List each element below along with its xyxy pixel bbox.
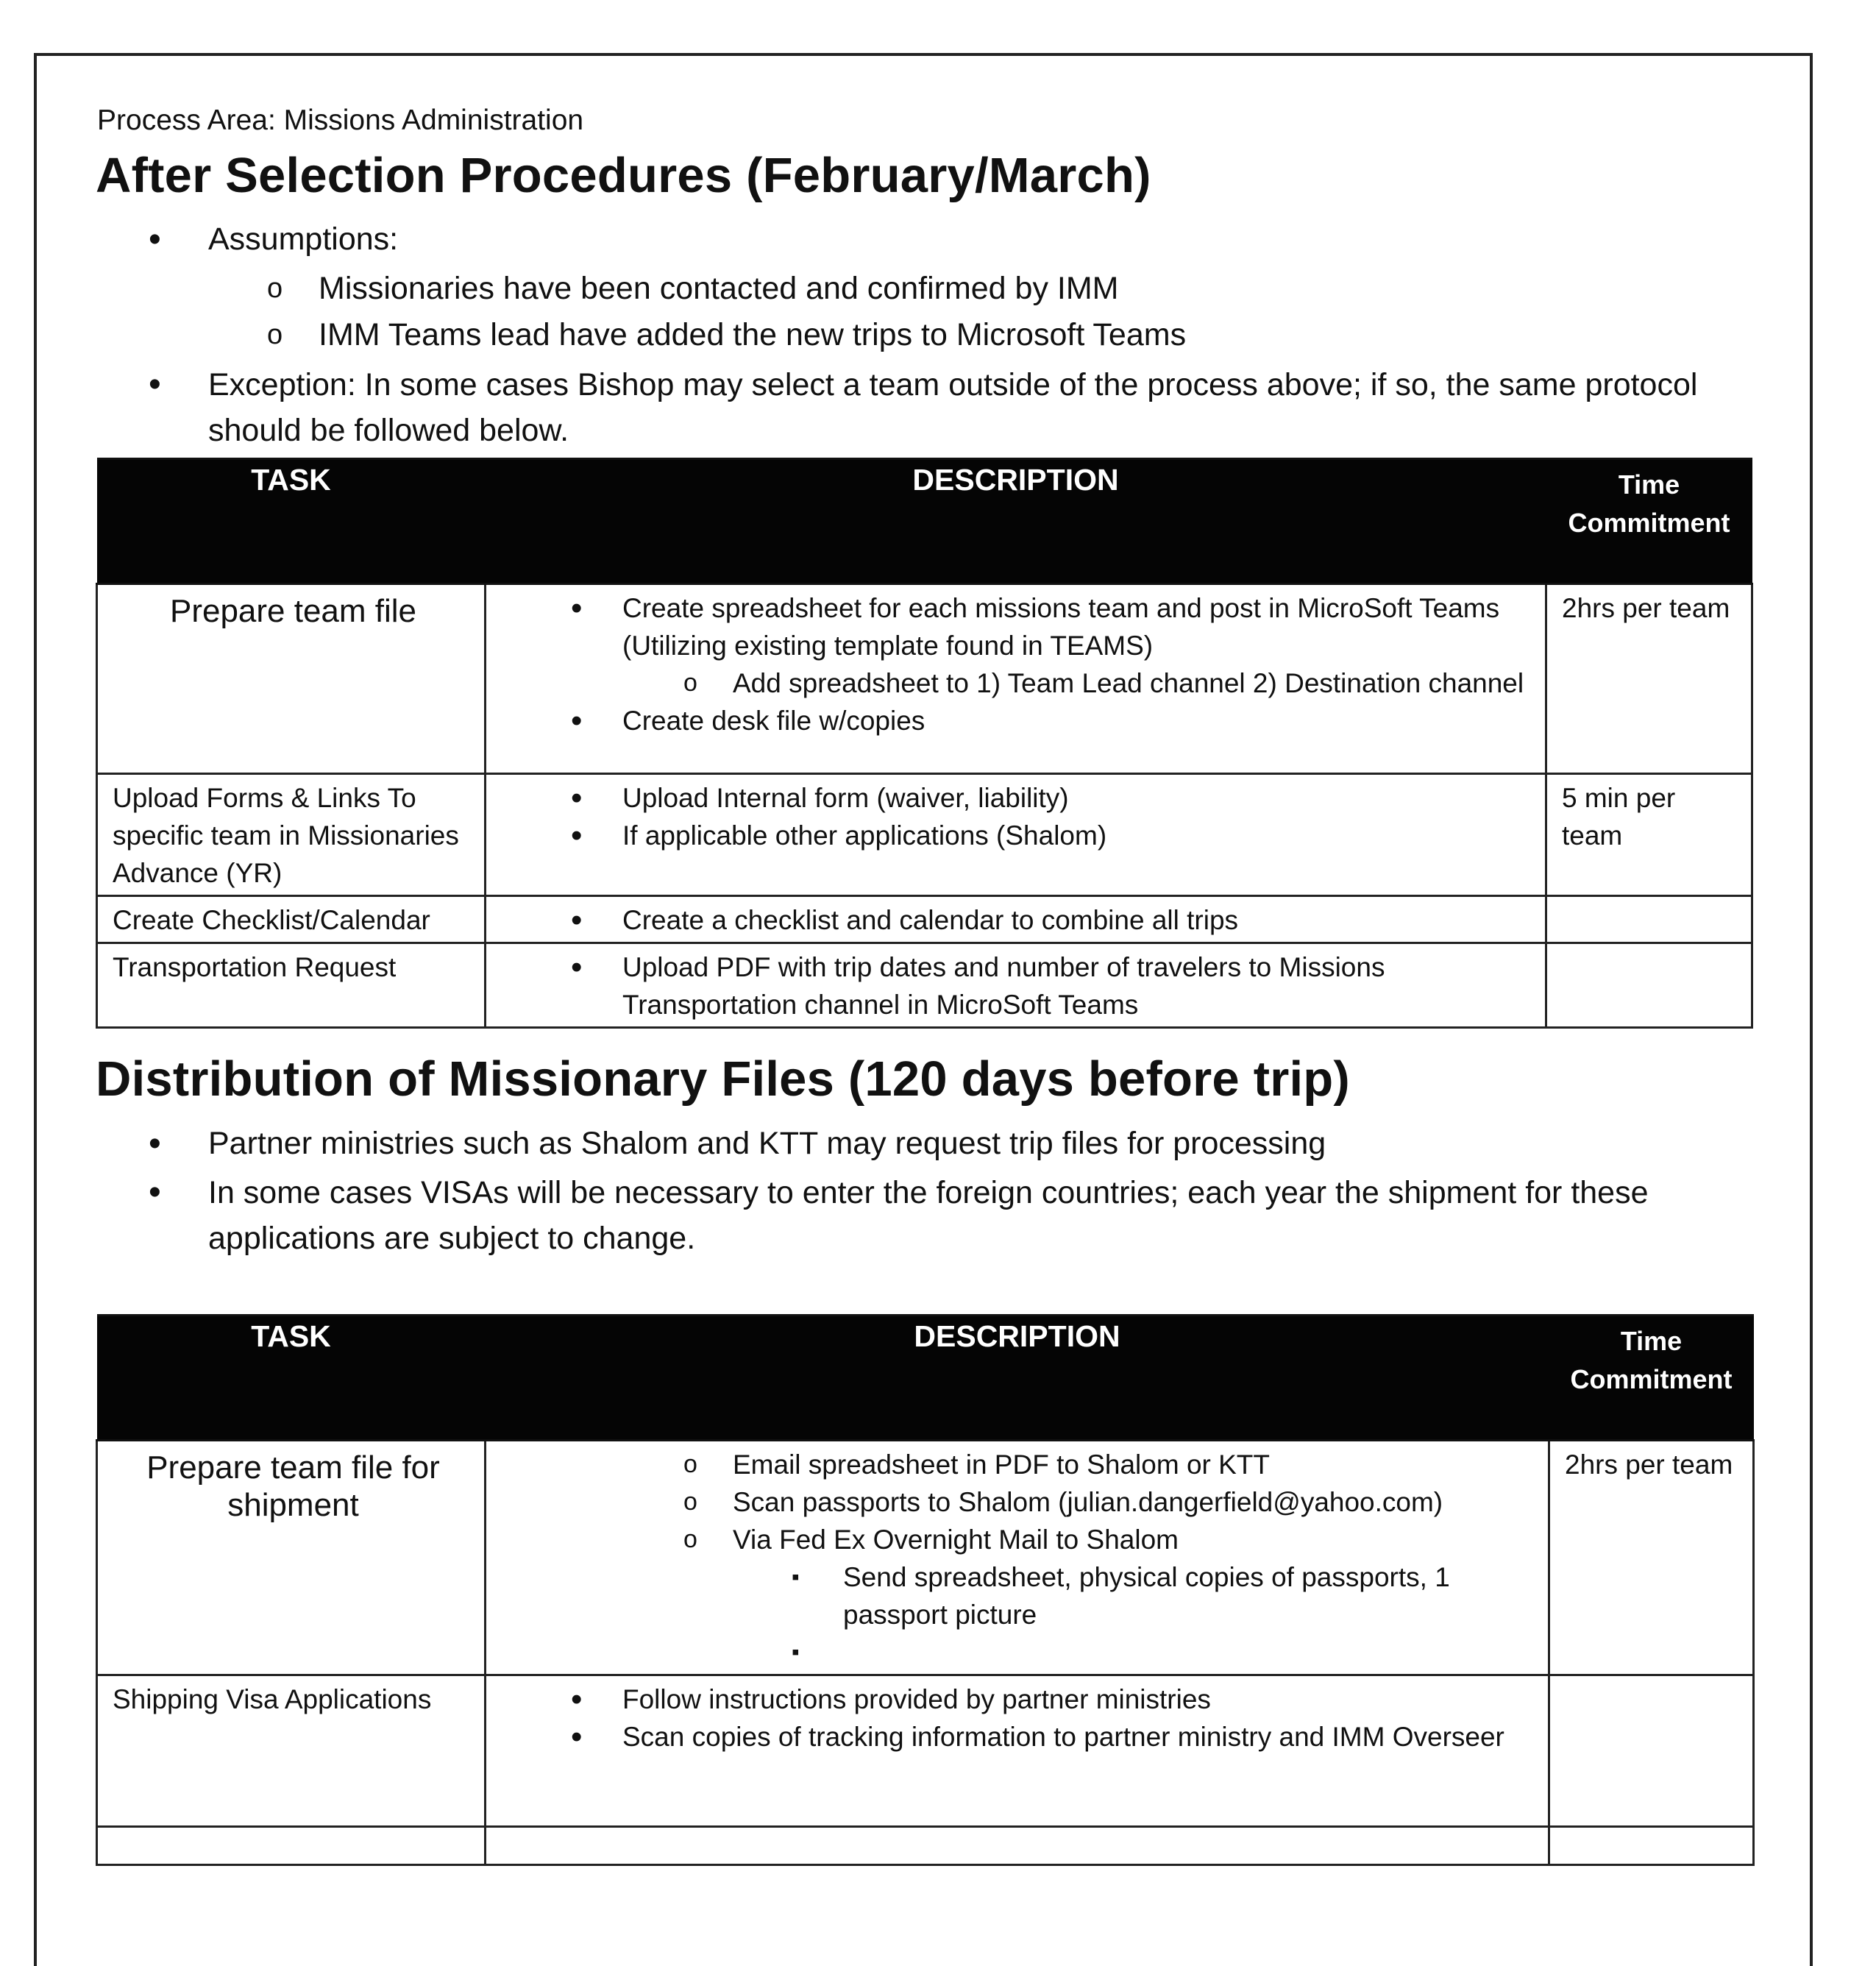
after-selection-table [96,458,1753,1029]
bullet-exception: • Exception: In some cases Bishop may select a team outside of the process above; if so, the same protocol should be followed below. [96,362,1773,453]
time-cell: 2hrs per team [1546,584,1752,774]
description-bullet: • Follow instructions provided by partner ministries [501,1681,1538,1718]
description-sub-bullet: o Via Fed Ex Overnight Mail to Shalom [501,1521,1538,1558]
time-cell [1549,1675,1754,1827]
distribution-bullets [96,1121,1773,1261]
section-title-distribution: Distribution of Missionary Files (120 days before trip) [96,1051,1350,1107]
description-bullet: • Scan copies of tracking information to partner ministry and IMM Overseer [501,1718,1538,1756]
task-cell: Create Checklist/Calendar [97,896,486,943]
description-cell [486,774,1546,896]
section-title-after-selection: After Selection Procedures (February/March) [96,148,1151,203]
description-cell [486,584,1546,774]
sub-bullet-assumption: o IMM Teams lead have added the new trips to Microsoft Teams [96,312,1773,358]
header-task: TASK [97,459,486,584]
description-bullet: • Create a checklist and calendar to combine all trips [501,901,1535,939]
description-bullet: • Upload PDF with trip dates and number of travelers to Missions Transportation channel in MicroSoft Teams [501,948,1535,1023]
time-cell: 5 min per team [1546,774,1752,896]
description-cell [486,1827,1549,1865]
table-header-row [97,1316,1754,1441]
distribution-table [96,1314,1755,1866]
time-cell: 2hrs per team [1549,1441,1754,1675]
description-bullet: • Create spreadsheet for each missions team and post in MicroSoft Teams (Utilizing existing template found in TEAMS) [501,589,1535,664]
header-description: DESCRIPTION [486,1316,1549,1441]
table-row [97,1675,1754,1827]
bullet-partner-ministries: • Partner ministries such as Shalom and KTT may request trip files for processing [96,1121,1773,1167]
time-cell [1549,1827,1754,1865]
description-bullet: • If applicable other applications (Shalom) [501,817,1535,854]
task-cell: Prepare team file for shipment [97,1441,486,1675]
table-row [97,584,1752,774]
description-sub-bullet: o Scan passports to Shalom (julian.dangerfield@yahoo.com) [501,1483,1538,1521]
table-row [97,896,1752,943]
table-row [97,943,1752,1028]
task-cell [97,1827,486,1865]
description-bullet: • Upload Internal form (waiver, liability) [501,779,1535,817]
task-cell: Shipping Visa Applications [97,1675,486,1827]
header-time-commitment: Time Commitment [1549,1316,1754,1441]
description-cell [486,896,1546,943]
table-row [97,1441,1754,1675]
time-cell [1546,943,1752,1028]
description-bullet: • Create desk file w/copies [501,702,1535,739]
table-row [97,774,1752,896]
task-cell: Upload Forms & Links To specific team in Missionaries Advance (YR) [97,774,486,896]
table-row [97,1827,1754,1865]
header-time-commitment: Time Commitment [1546,459,1752,584]
description-square-bullet: ▪ Send spreadsheet, physical copies of passports, 1 passport picture [501,1558,1538,1633]
task-cell: Prepare team file [97,584,486,774]
description-cell [486,943,1546,1028]
description-cell [486,1675,1549,1827]
description-cell [486,1441,1549,1675]
description-sub-bullet: o Email spreadsheet in PDF to Shalom or KTT [501,1446,1538,1483]
table-header-row [97,459,1752,584]
header-task: TASK [97,1316,486,1441]
task-cell: Transportation Request [97,943,486,1028]
sub-bullet-assumption: o Missionaries have been contacted and confirmed by IMM [96,266,1773,312]
assumptions-list [96,216,1773,453]
bullet-visas: • In some cases VISAs will be necessary to enter the foreign countries; each year the shipment for these applications are subject to change. [96,1170,1773,1261]
process-area-label: Process Area: Missions Administration [97,104,584,136]
header-description: DESCRIPTION [486,459,1546,584]
description-square-bullet [501,1633,1538,1671]
bullet-assumptions: • Assumptions: [96,216,1773,263]
time-cell [1546,896,1752,943]
description-sub-bullet: o Add spreadsheet to 1) Team Lead channel 2) Destination channel [501,664,1535,702]
